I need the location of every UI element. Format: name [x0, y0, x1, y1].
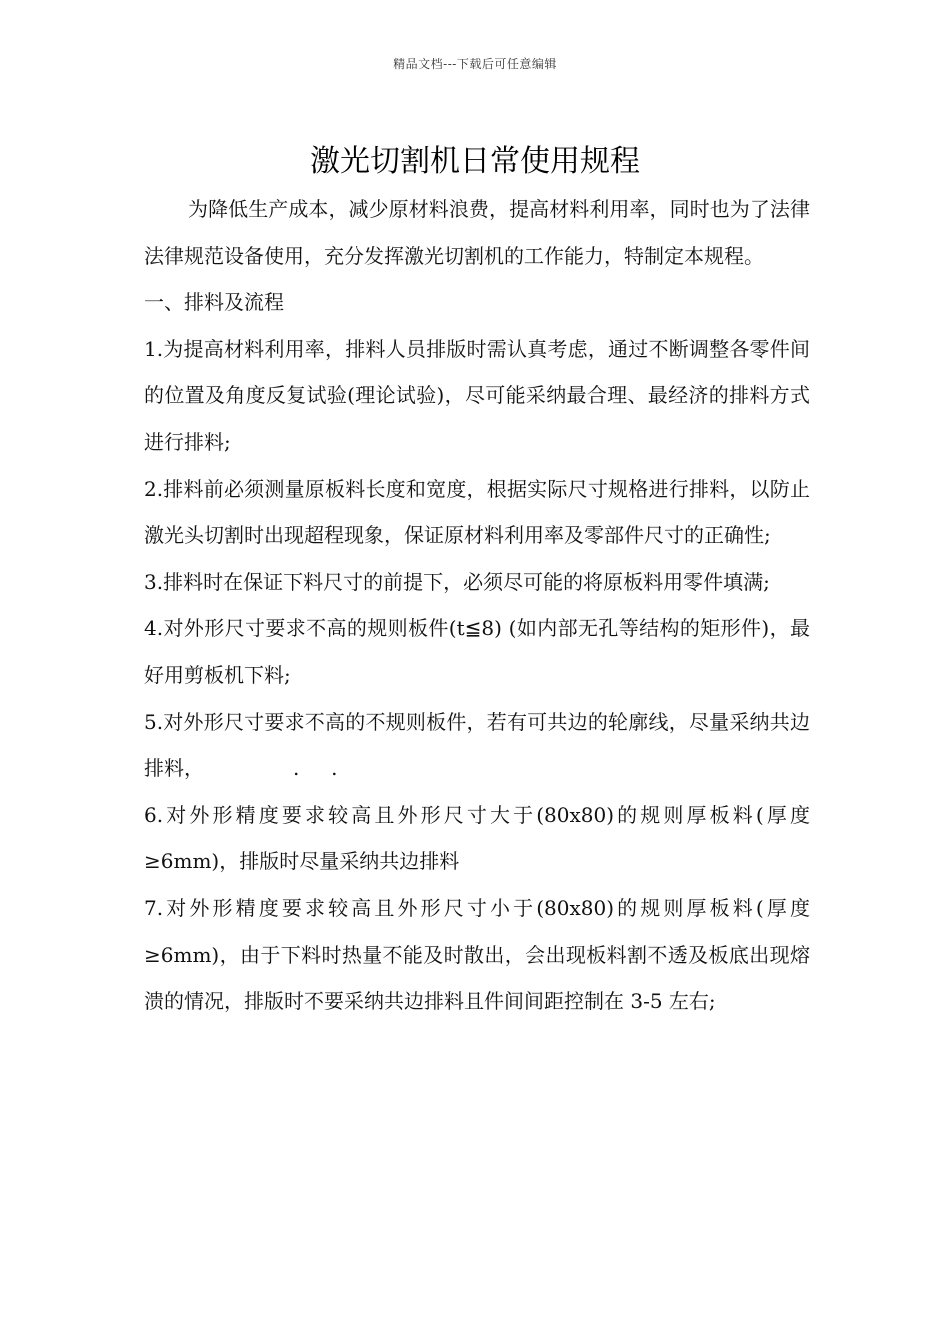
list-item: 3.排料时在保证下料尺寸的前提下，必须尽可能的将原板料用零件填满; — [144, 569, 770, 594]
intro-paragraph: 为降低生产成本，减少原材料浪费，提高材料利用率，同时也为了法律法律规范设备使用，充分发挥激光切割机的工作能力，特制定本规程。 — [144, 197, 810, 268]
list-item: 5.对外形尺寸要求不高的不规则板件，若有可共边的轮廓线，尽量采纳共边排料， . . — [144, 709, 810, 781]
list-item: 1.为提高材料利用率，排料人员排版时需认真考虑，通过不断调整各零件间的位置及角度反复试验(理论试验)，尽可能采纳最合理、最经济的排料方式进行排料; — [144, 336, 810, 454]
document-body — [144, 186, 810, 1025]
document-title: 激光切割机日常使用规程 — [310, 144, 640, 179]
page-header: 精品文档---下载后可任意编辑 — [393, 57, 557, 71]
list-item: 4.对外形尺寸要求不高的规则板件(t≦8) (如内部无孔等结构的矩形件)，最好用剪板机下料; — [144, 616, 810, 687]
section-heading: 一、排料及流程 — [144, 290, 284, 315]
list-item: 7.对外形精度要求较高且外形尺寸小于(80x80)的规则厚板料(厚度≥6mm)，由于下料时热量不能及时散出，会出现板料割不透及板底出现熔溃的情况，排版时不要采纳共边排料且件间间距控制在 3-5 左右; — [144, 895, 810, 1014]
list-item: 2.排料前必须测量原板料长度和宽度，根据实际尺寸规格进行排料，以防止激光头切割时出现超程现象，保证原材料利用率及零部件尺寸的正确性; — [144, 476, 810, 548]
list-item: 6.对外形精度要求较高且外形尺寸大于(80x80)的规则厚板料(厚度≥6mm)，排版时尽量采纳共边排料 — [144, 802, 810, 874]
